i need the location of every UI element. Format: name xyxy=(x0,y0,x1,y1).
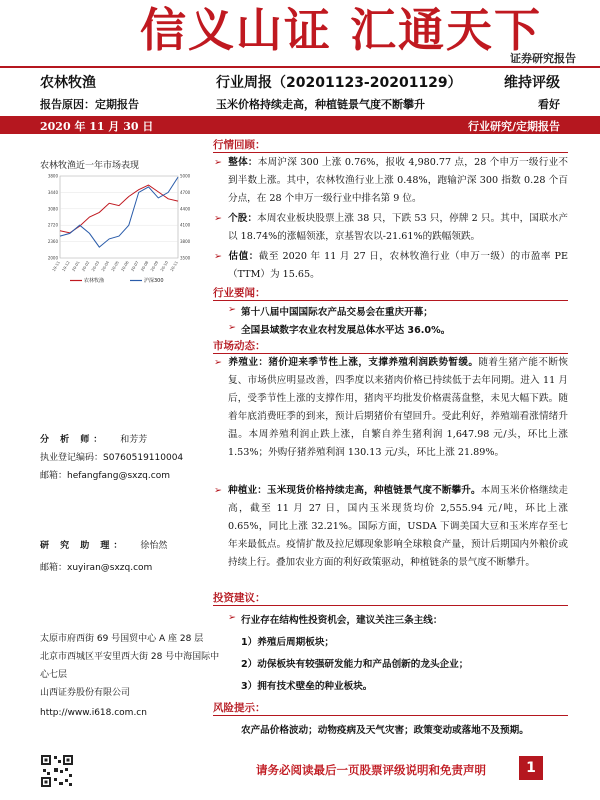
analyst-name: 和芳芳 xyxy=(120,435,148,445)
arrow-icon: ➢ xyxy=(214,357,223,368)
risk-heading: 风险提示： xyxy=(213,702,266,714)
chart-ytick-right: 5000 xyxy=(180,173,191,179)
arrow-icon: ➢ xyxy=(214,251,223,262)
review-stocks xyxy=(214,210,568,246)
sector-name: 农林牧渔 xyxy=(40,75,96,91)
chart-legend-label: 沪深300 xyxy=(144,278,164,284)
report-reason: 报告原因：定期报告 xyxy=(40,98,139,111)
invest-item: 1）养殖后周期板块； xyxy=(241,637,335,648)
arrow-icon: ➢ xyxy=(214,213,223,224)
market-label: 种植业： xyxy=(228,485,267,496)
chart-ytick-right: 3500 xyxy=(180,255,191,261)
section-divider xyxy=(213,300,568,301)
address-taiyuan: 太原市府西街 69 号国贸中心 A 座 28 层 xyxy=(40,634,204,644)
company-name: 山西证券股份有限公司 xyxy=(40,688,131,698)
analyst-role: 研 究 助 理： xyxy=(40,541,127,551)
chart-ytick-left: 3800 xyxy=(47,173,58,179)
market-performance-chart xyxy=(40,170,200,290)
analyst-email[interactable]: 邮箱：hefangfang@sxzq.com xyxy=(40,471,170,481)
chart-xtick: 20-04 xyxy=(100,260,111,273)
analyst-role: 分 析 师： xyxy=(40,435,107,445)
chart-legend-label: 农林牧渔 xyxy=(84,278,105,284)
assistant-email[interactable]: 邮箱：xuyiran@sxzq.com xyxy=(40,563,153,573)
review-valuation xyxy=(214,248,569,284)
review-label: 个股： xyxy=(228,213,258,224)
disclaimer-notice: 请务必阅读最后一页股票评级说明和免责声明 xyxy=(256,763,486,777)
market-label: 养殖业： xyxy=(228,357,269,368)
chart-xtick: 20-07 xyxy=(129,260,140,273)
chart-ytick-right: 3800 xyxy=(180,239,191,245)
arrow-icon: ➢ xyxy=(228,322,237,333)
invest-heading: 投资建议： xyxy=(213,592,266,604)
chart-ytick-right: 4100 xyxy=(180,222,191,228)
arrow-icon: ➢ xyxy=(228,612,237,623)
chart-ytick-left: 2720 xyxy=(47,222,58,228)
invest-item: 3）拥有技术壁垒的种业板块。 xyxy=(241,681,373,692)
rating-label: 维持评级 xyxy=(504,75,560,91)
company-website[interactable]: http://www.i618.com.cn xyxy=(40,708,147,718)
review-text: 截至 2020 年 11 月 27 日，农林牧渔行业（申万一级）的市盈率 PE（TTM）为 15.65。 xyxy=(228,251,569,280)
chart-svg xyxy=(40,170,200,290)
header-banner xyxy=(0,0,600,64)
chart-xtick: 20-11 xyxy=(169,260,179,273)
header-rule xyxy=(0,66,600,68)
section-divider xyxy=(213,152,568,153)
chart-xtick: 20-08 xyxy=(139,260,150,273)
chart-ytick-left: 2000 xyxy=(47,255,58,261)
risk-text: 农产品价格波动；动物疫病及天气灾害；政策变动或落地不及预期。 xyxy=(241,725,529,736)
page-number: 1 xyxy=(519,756,543,780)
chart-ytick-left: 3440 xyxy=(47,189,58,195)
market-text: 随着生猪产能不断恢复、市场供应明显改善，四季度以来猪肉价格已持续低于去年同期。进入 11 月后，受季节性上涨的支撑作用，猪肉平均批发价格震荡盘整，未见大幅下跌。随着年底消费旺季的到来，预计后期猪价有望回升。受此利好，养殖端看涨情绪升温。本周养殖利润止跌上涨，自繁自养生猪利润 1,647.98 元/头，环比上涨 1.53%；外购仔猪养殖利润 130.13 元/头，环比上涨 21.89%。 xyxy=(228,357,568,458)
market-livestock xyxy=(214,354,568,480)
arrow-icon: ➢ xyxy=(214,157,223,168)
report-subtitle: 玉米价格持续走高，种植链景气度不断攀升 xyxy=(216,98,425,111)
news-heading: 行业要闻： xyxy=(213,287,266,299)
market-lead: 玉米现货价格持续走高，种植链景气度不断攀升。 xyxy=(266,485,481,496)
chart-xtick: 20-09 xyxy=(149,260,160,273)
invest-lead-text: 行业存在结构性投资机会，建议关注三条主线： xyxy=(241,615,443,626)
analyst-cert: 执业登记编码：S0760519110004 xyxy=(40,453,184,463)
chart-ytick-left: 2360 xyxy=(47,239,58,245)
news-item: 全国县域数字农业农村发展总体水平达 36.0%。 xyxy=(241,325,451,336)
market-lead: 猪价迎来季节性上涨，支撑养殖利润跌势暂缓。 xyxy=(268,357,479,368)
chart-xtick: 20-01 xyxy=(70,260,81,273)
chart-ytick-right: 4700 xyxy=(180,189,191,195)
report-type: 行业研究/定期报告 xyxy=(467,120,560,133)
chart-xtick: 20-05 xyxy=(110,260,120,273)
chart-xtick: 19-11 xyxy=(51,260,61,273)
analyst-1 xyxy=(40,432,147,445)
arrow-icon: ➢ xyxy=(228,304,237,315)
chart-xtick: 19-12 xyxy=(60,260,71,273)
arrow-icon: ➢ xyxy=(214,485,223,496)
review-label: 整体： xyxy=(228,157,258,168)
address-beijing: 北京市西城区平安里西大街 28 号中海国际中心七层 xyxy=(40,652,220,680)
section-divider xyxy=(213,715,568,716)
chart-ytick-right: 4400 xyxy=(180,206,191,212)
date-bar xyxy=(0,116,600,134)
chart-plot-area xyxy=(60,176,178,258)
review-text: 本周农业板块股票上涨 38 只，下跌 53 只，停牌 2 只。其中，国联水产以 18.74%的涨幅领涨，京基智农以-21.61%的跌幅领跌。 xyxy=(228,213,568,242)
chart-ytick-left: 3080 xyxy=(47,206,58,212)
market-text: 本周玉米价格继续走高，截至 11 月 27 日，国内玉米现货均价 2,555.94 元/吨，环比上涨 0.65%，同比上涨 32.21%。国际方面，USDA 下调美国大豆和玉米库存至七年来最低点。疫情扩散及拉尼娜现象影响全球粮食产量，预计后期国内外粮价或持续上行。叠加农业方面的利好政策驱动，种植链条的景气度不断攀升。 xyxy=(228,485,569,568)
chart-series-line-1 xyxy=(60,177,178,247)
market-heading: 市场动态： xyxy=(213,340,266,352)
chart-xtick: 20-02 xyxy=(80,260,91,273)
review-overall xyxy=(214,154,569,208)
research-label: 证券研究报告 xyxy=(510,52,576,64)
report-title: 行业周报（20201123-20201129） xyxy=(216,75,462,91)
news-item: 第十八届中国国际农产品交易会在重庆开幕； xyxy=(241,307,433,318)
qr-code-icon xyxy=(40,754,74,788)
invest-item: 2）动保板块有较强研发能力和产品创新的龙头企业； xyxy=(241,659,469,670)
review-heading: 行情回顾： xyxy=(213,139,266,151)
review-text: 本周沪深 300 上涨 0.76%，报收 4,980.77 点，28 个申万一级行业不到半数上涨。其中，农林牧渔行业上涨 0.48%，跑输沪深 300 指数 0.28 个百分点，在 28 个申万一级行业中排名第 9 位。 xyxy=(228,157,569,204)
market-planting xyxy=(214,482,569,590)
chart-xtick: 20-06 xyxy=(119,260,130,273)
review-label: 估值： xyxy=(228,251,259,262)
chart-xtick: 20-10 xyxy=(159,260,170,273)
analyst-name: 徐怡然 xyxy=(140,541,168,551)
banner-slogan: 信义山证 汇通天下 xyxy=(140,3,543,57)
report-date: 2020 年 11 月 30 日 xyxy=(40,120,154,133)
analyst-2 xyxy=(40,538,167,551)
chart-xtick: 20-03 xyxy=(90,260,101,273)
section-divider xyxy=(213,605,568,606)
outlook-rating: 看好 xyxy=(538,98,560,111)
chart-title: 农林牧渔近一年市场表现 xyxy=(40,161,140,171)
